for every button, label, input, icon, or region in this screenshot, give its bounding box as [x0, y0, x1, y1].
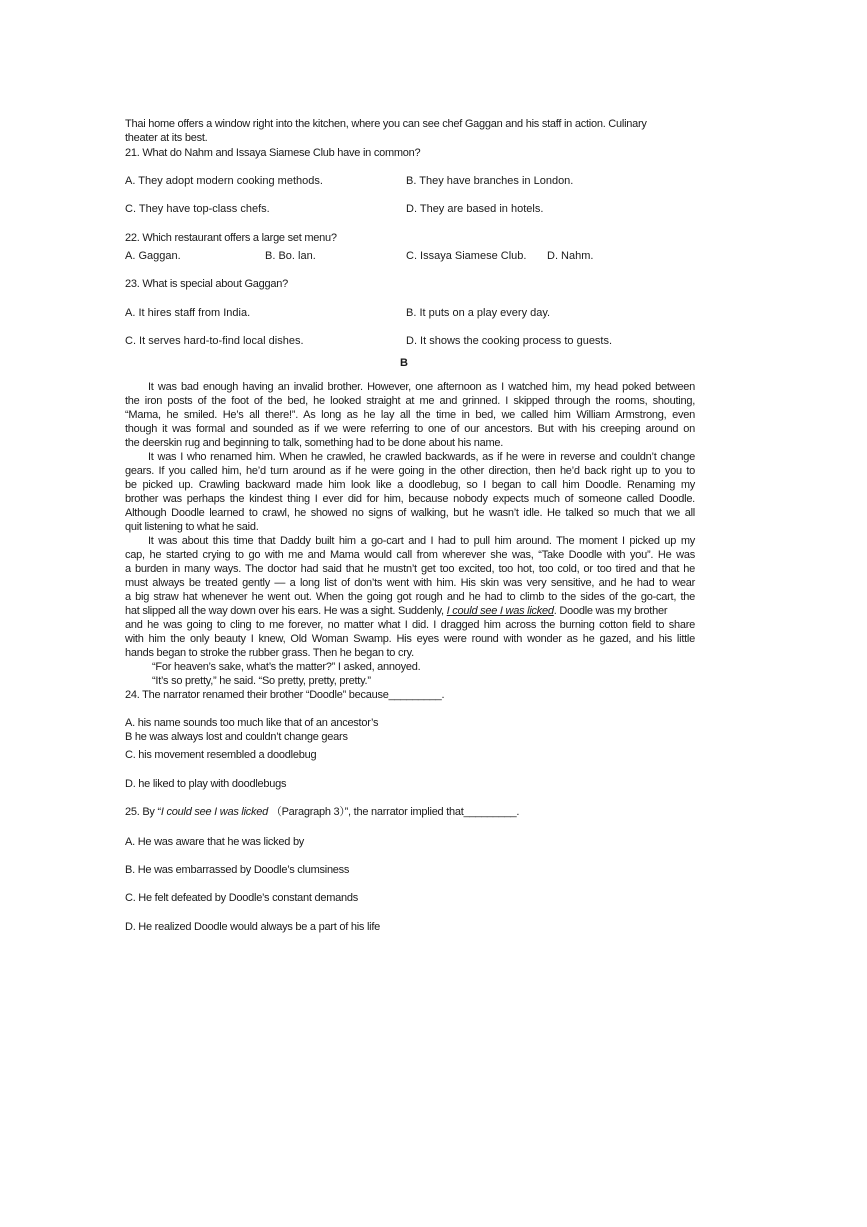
- passage-line: gears. If you called him, he’d turn around as if he were going in the other direction, then he’d back right up to you to: [125, 465, 695, 477]
- q21-option-c: C. They have top-class chefs.: [125, 203, 270, 215]
- q21-option-d: D. They are based in hotels.: [406, 203, 544, 215]
- q22-option-a: A. Gaggan.: [125, 250, 181, 262]
- q23-option-c: C. It serves hard-to-find local dishes.: [125, 335, 304, 347]
- dialogue-line: “It’s so pretty,” he said. “So pretty, pretty, pretty.”: [152, 675, 371, 687]
- emphasized-phrase: I could see I was licked: [446, 605, 554, 617]
- passage-line: brother was perhaps the kindest thing I ever did for him, because nobody expects much of someone called Doodle.: [125, 493, 695, 505]
- q24-option-d: D. he liked to play with doodlebugs: [125, 778, 287, 790]
- question-23-stem: 23. What is special about Gaggan?: [125, 278, 288, 290]
- passage-line: the deerskin rug and beginning to talk, something had to be done about his name.: [125, 437, 504, 449]
- passage-line: It was bad enough having an invalid brother. However, one afternoon as I watched him, my head poked between: [148, 381, 695, 393]
- q25-option-d: D. He realized Doodle would always be a part of his life: [125, 921, 381, 933]
- passage-line: cap, he started crying to go with me and Mama would call from wherever she was, “Take Doodle with you”. He was: [125, 549, 695, 561]
- passage-line: though it was formal and sounded as if we were referring to one of our ancestors. But with his creeping around on: [125, 423, 695, 435]
- q22-option-b: B. Bo. lan.: [265, 250, 316, 262]
- q24-option-a: A. his name sounds too much like that of an ancestor’s: [125, 717, 379, 729]
- q25-quoted-phrase: I could see I was licked: [160, 806, 269, 818]
- passage-line: must always be treated gently — a long list of don’ts went with him. His skin was very sensitive, and he had to wear: [125, 577, 695, 589]
- q21-option-a: A. They adopt modern cooking methods.: [125, 175, 323, 187]
- passage-line: Although Doodle learned to crawl, he showed no signs of walking, but he wasn’t idle. He talked so much that we all: [125, 507, 695, 519]
- passage-line: be picked up. Crawling backward made him look like a doodlebug, so I began to call him Doodle. Renaming my: [125, 479, 695, 491]
- passage-line: hands began to stroke the rubber grass. Then he began to cry.: [125, 647, 414, 659]
- passage-line-with-emphasis: [125, 604, 695, 618]
- q23-option-d: D. It shows the cooking process to guests.: [406, 335, 613, 347]
- section-heading: B: [400, 357, 408, 369]
- intro-line-1: Thai home offers a window right into the kitchen, where you can see chef Gaggan and his staff in action. Culinary: [125, 118, 647, 130]
- q21-option-b: B. They have branches in London.: [406, 175, 574, 187]
- q25-option-c: C. He felt defeated by Doodle’s constant demands: [125, 892, 359, 904]
- q25-stem-suffix: （Paragraph 3）”, the narrator implied that_________.: [268, 806, 520, 818]
- passage-line: It was I who renamed him. When he crawled, he crawled backwards, as if he were in reverse and couldn’t change: [148, 451, 695, 463]
- q25-option-b: B. He was embarrassed by Doodle’s clumsiness: [125, 864, 350, 876]
- q24-option-b: B he was always lost and couldn’t change gears: [125, 731, 348, 743]
- passage-text: . Doodle was my brother: [553, 605, 668, 617]
- passage-text: hat slipped all the way down over his ears. He was a sight. Suddenly,: [125, 605, 444, 617]
- q23-option-b: B. It puts on a play every day.: [406, 307, 551, 319]
- passage-line: with him the only beauty I knew, Old Woman Swamp. His eyes were round with wonder as he gazed, and his little: [125, 633, 695, 645]
- question-25-stem: [125, 805, 695, 819]
- intro-line-2: theater at its best.: [125, 132, 208, 144]
- question-22-stem: 22. Which restaurant offers a large set menu?: [125, 232, 337, 244]
- dialogue-line: “For heaven’s sake, what’s the matter?” I asked, annoyed.: [152, 661, 421, 673]
- q25-option-a: A. He was aware that he was licked by: [125, 836, 305, 848]
- q23-option-a: A. It hires staff from India.: [125, 307, 251, 319]
- passage-line: It was about this time that Daddy built him a go-cart and I had to pull him around. The moment I picked up my: [148, 535, 695, 547]
- q22-option-c: C. Issaya Siamese Club.: [406, 250, 527, 262]
- passage-line: “Mama, he smiled. He’s all there!”. As long as he lay all the time in bed, we called him William Armstrong, even: [125, 409, 695, 421]
- passage-line: the iron posts of the foot of the bed, he looked straight at me and grinned. I skipped through the rooms, shouting,: [125, 395, 695, 407]
- question-21-stem: 21. What do Nahm and Issaya Siamese Club have in common?: [125, 147, 421, 159]
- passage-line: quit listening to what he said.: [125, 521, 259, 533]
- q22-option-d: D. Nahm.: [547, 250, 594, 262]
- q24-option-c: C. his movement resembled a doodlebug: [125, 749, 317, 761]
- passage-line: and he was going to cling to me forever, no matter what I did. I dragged him across the burning cotton field to share: [125, 619, 695, 631]
- q25-stem-prefix: 25. By “: [125, 806, 161, 818]
- passage-line: a big straw hat whenever he went out. When the going got rough and he had to climb to the sides of the go-cart, the: [125, 591, 695, 603]
- question-24-stem: 24. The narrator renamed their brother “Doodle” because_________.: [125, 689, 445, 701]
- passage-line: a burden in many ways. The doctor had said that he mustn’t get too excited, too hot, too cold, or too tired and that he: [125, 563, 695, 575]
